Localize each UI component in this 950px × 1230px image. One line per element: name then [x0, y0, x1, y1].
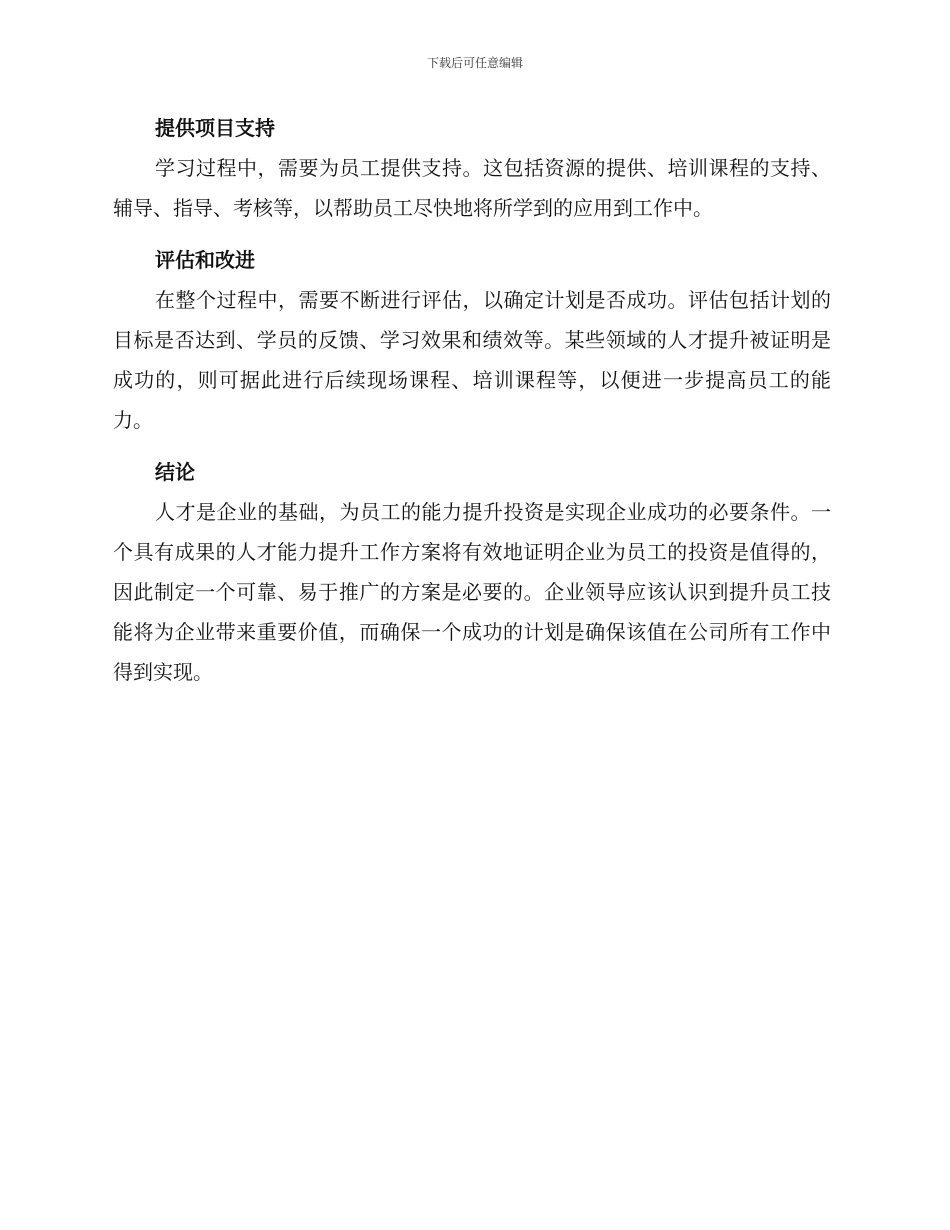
section-heading: 结论: [155, 460, 195, 484]
section-conclusion: [113, 452, 831, 692]
section-paragraph: 学习过程中，需要为员工提供支持。这包括资源的提供、培训课程的支持、辅导、指导、考核等，以帮助员工尽快地将所学到的应用到工作中。: [113, 156, 831, 220]
section-evaluation: [113, 240, 831, 440]
section-paragraph: 人才是企业的基础，为员工的能力提升投资是实现企业成功的必要条件。一个具有成果的人才能力提升工作方案将有效地证明企业为员工的投资是值得的，因此制定一个可靠、易于推广的方案是必要的。企业领导应该认识到提升员工技能将为企业带来重要价值，而确保一个成功的计划是确保该值在公司所有工作中得到实现。: [113, 500, 831, 684]
section-project-support: [113, 108, 831, 228]
section-heading: 评估和改进: [155, 248, 255, 272]
section-heading: 提供项目支持: [155, 116, 275, 140]
document-body: [113, 108, 831, 704]
page-header: 下载后可任意编辑: [426, 56, 523, 70]
section-paragraph: 在整个过程中，需要不断进行评估，以确定计划是否成功。评估包括计划的目标是否达到、学员的反馈、学习效果和绩效等。某些领域的人才提升被证明是成功的，则可据此进行后续现场课程、培训课程等，以便进一步提高员工的能力。: [113, 288, 831, 432]
